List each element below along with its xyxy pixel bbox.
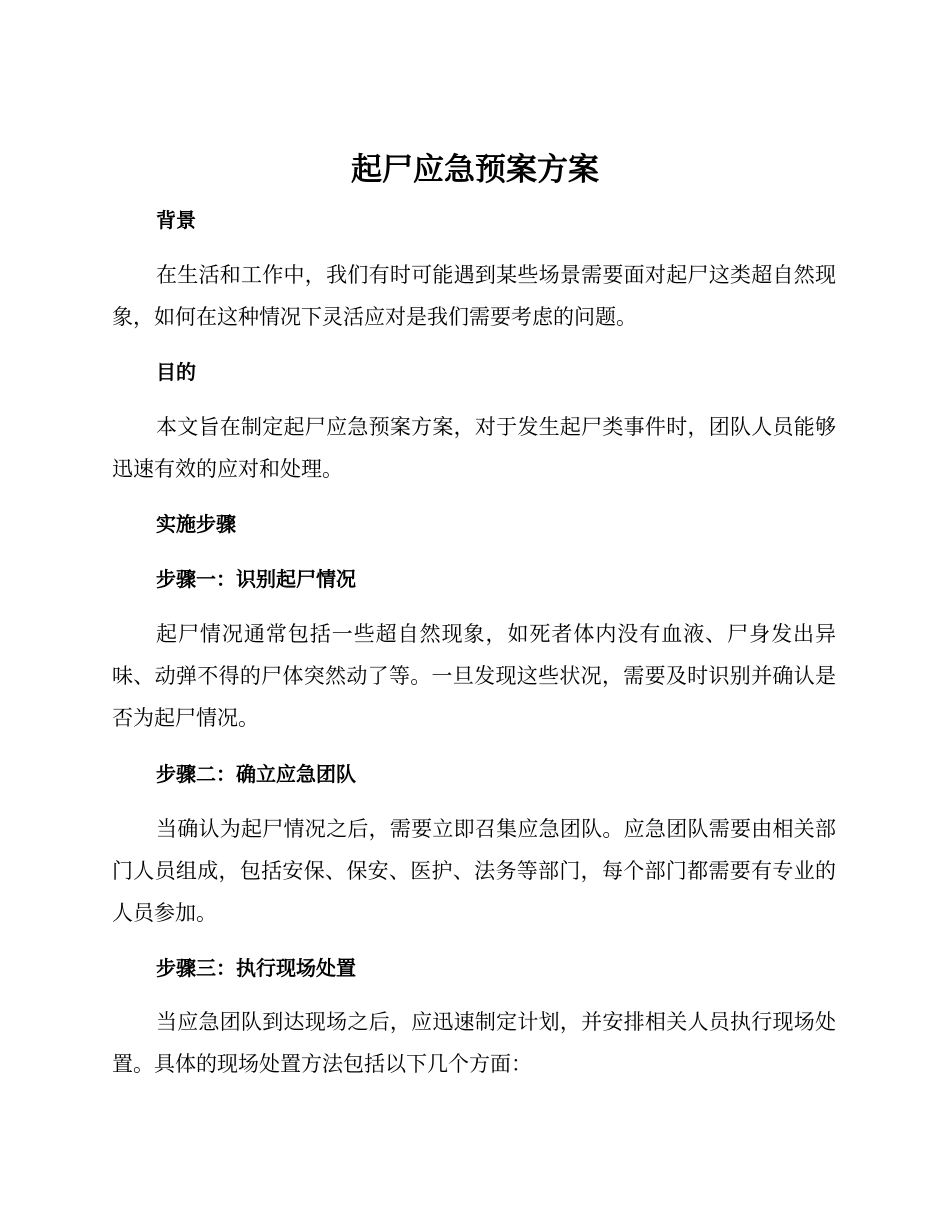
section-heading-background: 背景: [156, 208, 196, 232]
section-paragraph-step-one: 起尸情况通常包括一些超自然现象，如死者体内没有血液、尸身发出异味、动弹不得的尸体突然动了等。一旦发现这些状况，需要及时识别并确认是否为起尸情况。: [112, 622, 836, 730]
section-heading-step-one: 步骤一：识别起尸情况: [156, 567, 356, 591]
section-paragraph-step-three: 当应急团队到达现场之后，应迅速制定计划，并安排相关人员执行现场处置。具体的现场处置方法包括以下几个方面：: [112, 1010, 836, 1076]
section-heading-steps: 实施步骤: [156, 512, 236, 536]
section-paragraph-purpose: 本文旨在制定起尸应急预案方案，对于发生起尸类事件时，团队人员能够迅速有效的应对和处理。: [112, 415, 836, 481]
document-title: 起尸应急预案方案: [351, 152, 599, 188]
section-heading-step-three: 步骤三：执行现场处置: [156, 956, 356, 980]
section-heading-purpose: 目的: [156, 360, 196, 384]
section-paragraph-background: 在生活和工作中，我们有时可能遇到某些场景需要面对起尸这类超自然现象，如何在这种情况下灵活应对是我们需要考虑的问题。: [112, 263, 836, 329]
section-heading-step-two: 步骤二：确立应急团队: [156, 762, 356, 786]
section-paragraph-step-two: 当确认为起尸情况之后，需要立即召集应急团队。应急团队需要由相关部门人员组成，包括安保、保安、医护、法务等部门，每个部门都需要有专业的人员参加。: [112, 817, 836, 925]
